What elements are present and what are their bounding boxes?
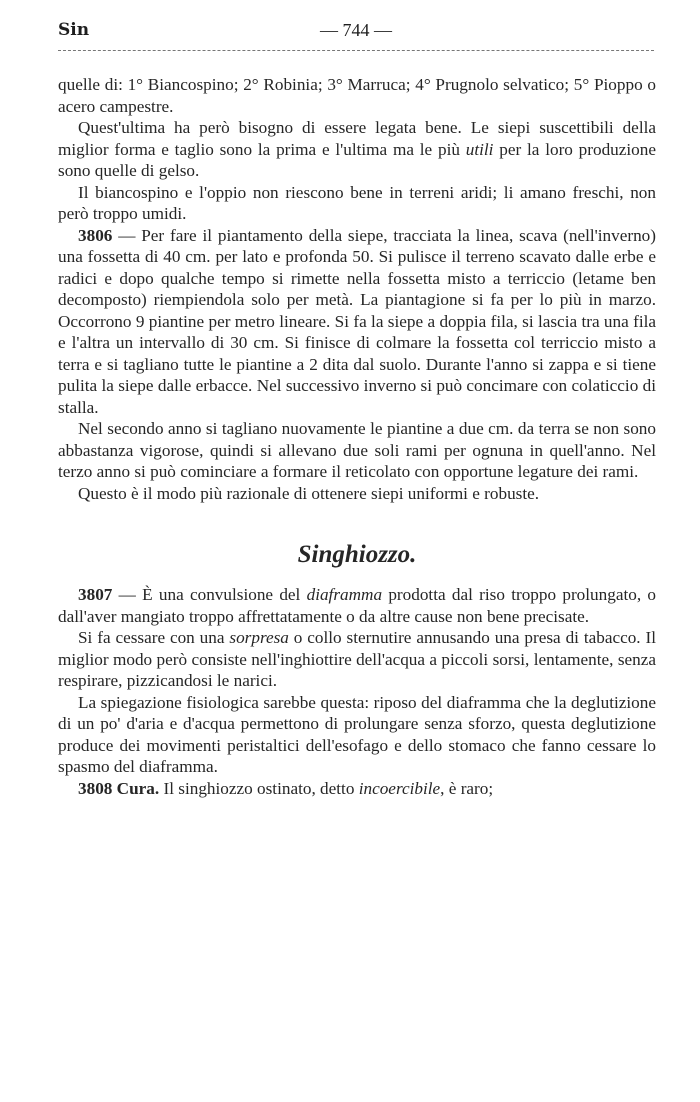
paragraph [58, 692, 656, 778]
paragraph [58, 74, 656, 117]
page-header [58, 20, 654, 46]
paragraph [58, 117, 656, 182]
emphasis: sorpresa [229, 628, 289, 647]
paragraph-text: — Per fare il piantamento della siepe, tracciata la linea, scava (nell'inverno) una fossetta di 40 cm. per lato e profonda 50. Si pulisce il terreno scavato dalle erbe e radici e dopo qualche tempo si rimette nella fossetta misto a terriccio (letame ben decomposto) riempiendola solo per metà. La piantagione si fa per lo più in marzo. Occorrono 9 piantine per metro lineare. Si fa la siepe a doppia fila, si lascia tra una fila e l'altra un intervallo di 30 cm. Si finisce di colmare la fossetta col terriccio misto a terra e si tagliano tutte le piantine a 2 dita dal suolo. Durante l'anno si zappa e si tiene pulita la siepe dalle erbacce. Nel successivo inverno si può concimare con colaticcio di stalla. [58, 225, 656, 417]
paragraph-text: o collo sternutire annusando una presa di tabacco. Il miglior modo però consiste nell'inghiottire dell'acqua a piccoli sorsi, lentamente, senza respirare, pizzicandosi le narici. [58, 628, 656, 690]
paragraph [58, 418, 656, 483]
emphasis: utili [465, 139, 494, 159]
emphasis: diaframma [306, 585, 383, 604]
paragraph [58, 225, 656, 419]
section-title: Singhiozzo. [297, 541, 417, 568]
paragraph-text: , è raro; [440, 778, 494, 798]
paragraph-text: per la loro produzione sono quelle di gelso. [58, 139, 656, 180]
page-number: — 744 — [320, 20, 392, 40]
running-head: Sin [58, 20, 90, 40]
paragraph [58, 182, 656, 225]
paragraph-text: Si fa cessare con una [78, 628, 230, 647]
body-text [58, 74, 656, 799]
paragraph-text: Nel secondo anno si tagliano nuovamente le piantine a due cm. da terra se non sono abbastanza vigorose, quindi si allevano due soli rami per ognuna in quell'anno. Nel terzo anno si può cominciare a formare il reticolato con opportune legature dei rami. [58, 419, 656, 481]
entry-number: 3806 [78, 225, 113, 245]
paragraph-text: Il singhiozzo ostinato, detto [159, 778, 359, 798]
header-rule [58, 50, 654, 51]
paragraph-text: La spiegazione fisiologica sarebbe questa: riposo del diaframma che la deglutizione di un po' d'aria e d'acqua permettono di prolungare senza sforzo, questa deglutizione produce dei movimenti peristaltici dell'esofago e dello stomaco che fanno cessare lo spasmo del diaframma. [58, 692, 656, 776]
paragraph-text: Il biancospino e l'oppio non riescono bene in terreni aridi; li amano freschi, non però troppo umidi. [58, 182, 656, 223]
paragraph-text: prodotta dal riso troppo prolungato, o dall'aver mangiato troppo affrettatamente o da altre cause non bene precisate. [58, 585, 656, 626]
paragraph [58, 483, 656, 505]
entry-label: Cura. [116, 778, 160, 798]
paragraph-text: Questo è il modo più razionale di ottenere siepi uniformi e robuste. [78, 483, 540, 503]
entry-number: 3807 [78, 585, 113, 604]
paragraph-text: — È una convulsione del [112, 585, 307, 604]
emphasis: incoercibile [358, 778, 441, 798]
paragraph-text: quelle di: 1° Biancospino; 2° Robinia; 3° Marruca; 4° Prugnolo selvatico; 5° Pioppo o acero campestre. [58, 75, 656, 116]
paragraph-text: Quest'ultima ha però bisogno di essere legata bene. Le siepi suscettibili della miglior forma e taglio sono la prima e l'ultima ma le più [58, 118, 656, 159]
entry-number: 3808 [78, 778, 113, 798]
paragraph [58, 627, 656, 692]
paragraph [58, 778, 656, 800]
paragraph [58, 584, 656, 627]
